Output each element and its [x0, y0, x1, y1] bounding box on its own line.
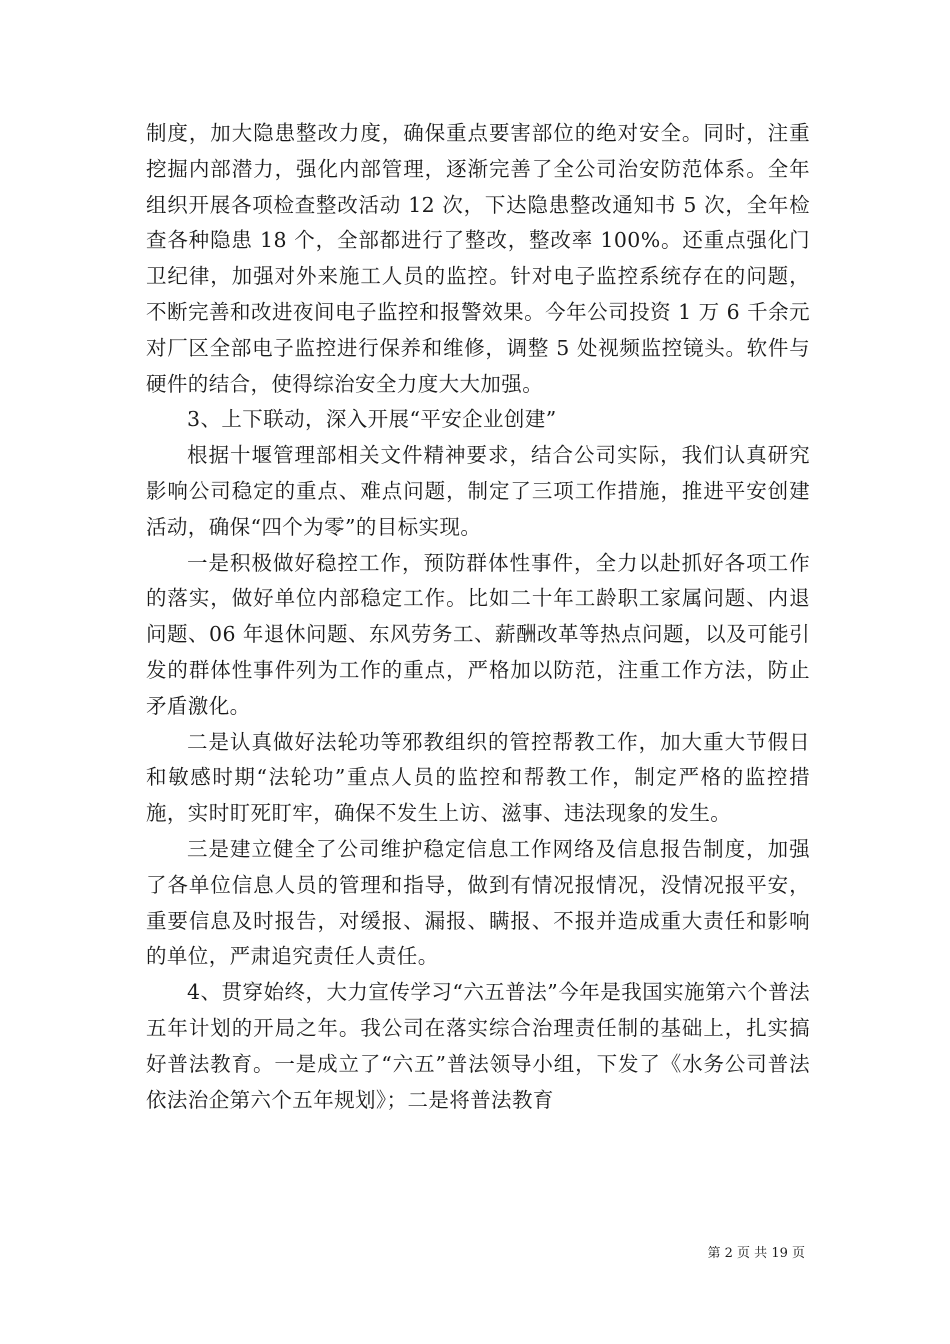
page-number: 第 2 页 共 19 页	[707, 1246, 805, 1261]
paragraph-measure-two: 二是认真做好法轮功等邪教组织的管控帮教工作，加大重大节假日和敏感时期“法轮功”重点人员的监控和帮教工作，制定严格的监控措施，实时盯死盯牢，确保不发生上访、滋事、违法现象的发生。	[146, 729, 810, 826]
paragraph-measure-one: 一是积极做好稳控工作，预防群体性事件，全力以赴抓好各项工作的落实，做好单位内部稳定工作。比如二十年工龄职工家属问题、内退问题、06 年退休问题、东风劳务工、薪酬改革等热点问题，以及可能引发的群体性事件列为工作的重点，严格加以防范，注重工作方法，防止矛盾激化。	[146, 550, 810, 718]
document-body	[146, 116, 810, 1118]
section-paragraph-4: 4、贯穿始终，大力宣传学习“六五普法”今年是我国实施第六个普法五年计划的开局之年。我公司在落实综合治理责任制的基础上，扎实搞好普法教育。一是成立了“六五”普法领导小组，下发了《水务公司普法依法治企第六个五年规划》；二是将普法教育	[146, 980, 810, 1112]
section-heading-3: 3、上下联动，深入开展“平安企业创建”	[187, 407, 557, 432]
paragraph-measure-three: 三是建立健全了公司维护稳定信息工作网络及信息报告制度，加强了各单位信息人员的管理和指导，做到有情况报情况，没情况报平安，重要信息及时报告，对缓报、漏报、瞒报、不报并造成重大责任和影响的单位，严肃追究责任人责任。	[146, 836, 810, 969]
paragraph-continuation: 制度，加大隐患整改力度，确保重点要害部位的绝对安全。同时，注重挖掘内部潜力，强化内部管理，逐渐完善了全公司治安防范体系。全年组织开展各项检查整改活动 12 次，下达隐患整改通知书 5 次，全年检查各种隐患 18 个，全部都进行了整改，整改率 100%。还重点强化门卫纪律，加强对外来施工人员的监控。针对电子监控系统存在的问题，不断完善和改进夜间电子监控和报警效果。今年公司投资 1 万 6 千余元对厂区全部电子监控进行保养和维修，调整 5 处视频监控镜头。软件与硬件的结合，使得综治安全力度大大加强。	[146, 121, 810, 396]
paragraph: 根据十堰管理部相关文件精神要求，结合公司实际，我们认真研究影响公司稳定的重点、难点问题，制定了三项工作措施，推进平安创建活动，确保“四个为零”的目标实现。	[146, 443, 810, 539]
